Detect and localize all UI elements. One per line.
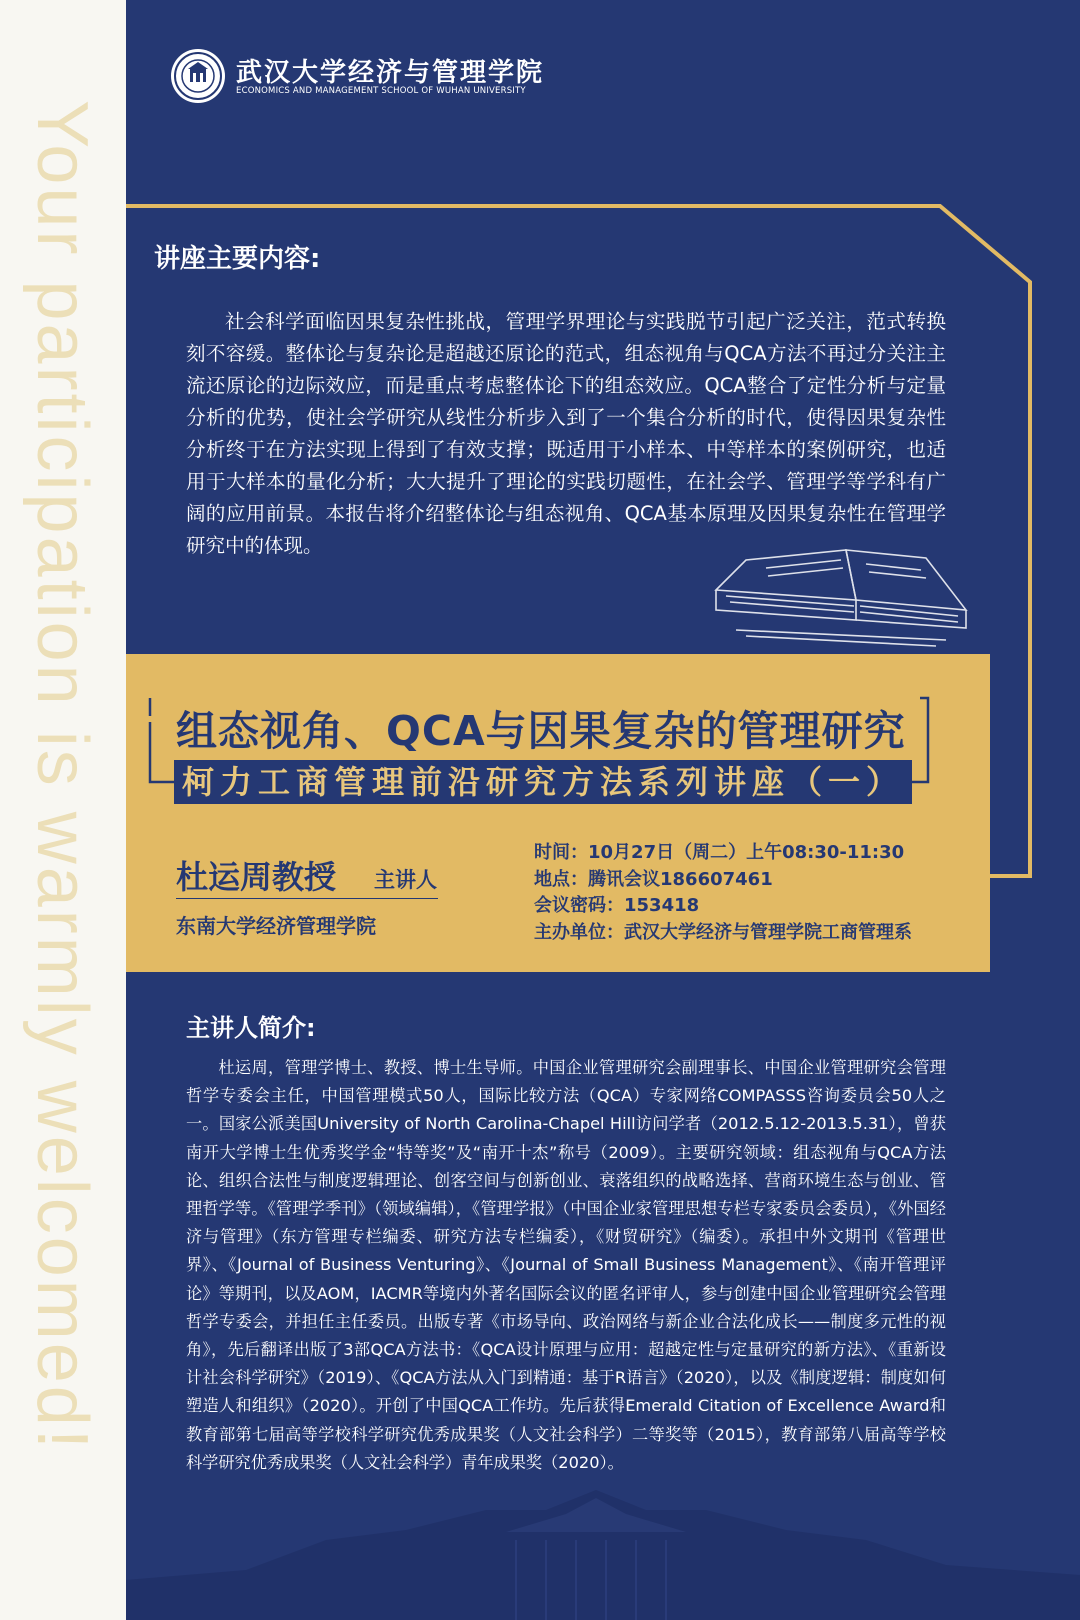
speaker-underline (176, 898, 438, 899)
event-organizer: 主办单位：武汉大学经济与管理学院工商管理系 (534, 921, 912, 943)
event-info (534, 840, 954, 946)
speaker-name: 杜运周教授 (176, 858, 337, 896)
poster (126, 0, 1080, 1620)
left-strip (0, 0, 126, 1620)
speaker-role: 主讲人 (374, 868, 437, 892)
open-book-icon (706, 540, 976, 650)
welcome-vertical-text: Your participation is warmly welcomed! (22, 100, 102, 1452)
university-seal-icon (170, 48, 226, 104)
header (170, 48, 690, 108)
university-name-en: ECONOMICS AND MANAGEMENT SCHOOL OF WUHAN UNIVERSITY (236, 86, 526, 96)
event-location: 地点：腾讯会议186607461 (534, 868, 773, 890)
bio-body: 杜运周，管理学博士、教授、博士生导师。中国企业管理研究会副理事长、中国企业管理研究会管理哲学专委会主任，中国管理模式50人，国际比较方法（QCA）专家网络COMPASSS咨询委员会50人之一。国家公派美国University of North Carolina-Chapel Hill访问学者（2012.5.12-2013.5.31），曾获南开大学博士生优秀奖学金“特等奖”及“南开十杰”称号（2009）。主要研究领域：组态视角与QCA方法论、组织合法性与制度逻辑理论、创客空间与创新创业、衰落组织的战略选择、营商环境生态与创业、管理哲学等。《管理学季刊》（领域编辑），《管理学报》（中国企业家管理思想专栏专家委员会委员），《外国经济与管理》（东方管理专栏编委、研究方法专栏编委），《财贸研究》（编委）。承担中外文期刊《管理世界》、《Journal of Business Venturing》、《Journal of Small Business Management》、《南开管理评论》等期刊，以及AOM，IACMR等境内外著名国际会议的匿名评审人，参与创建中国企业管理研究会管理哲学专委会，并担任主任委员。出版专著《市场导向、政治网络与新企业合法化成长——制度多元性的视角》，先后翻译出版了3部QCA方法书：《QCA设计原理与应用：超越定性与定量研究的新方法》、《重新设计社会科学研究》（2019）、《QCA方法从入门到精通：基于R语言》（2020），以及《制度逻辑：制度如何塑造人和组织》（2020）。开创了中国QCA工作坊。先后获得Emerald Citation of Excellence Award和教育部第七届高等学校科学研究优秀成果奖（人文社会科学）二等奖等（2015），教育部第八届高等学校科学研究优秀成果奖（人文社会科学）青年成果奖（2020）。 (186, 1058, 946, 1472)
university-name-cn: 武汉大学经济与管理学院 (236, 58, 545, 88)
event-password: 会议密码：153418 (534, 895, 700, 916)
event-time: 时间：10月27日（周二）上午08:30-11:30 (534, 842, 905, 863)
lecture-series: 柯力工商管理前沿研究方法系列讲座（一） (174, 760, 912, 804)
title-band (126, 654, 990, 972)
campus-silhouette (126, 1470, 1080, 1620)
content-heading: 讲座主要内容: (154, 244, 321, 274)
bio-heading: 主讲人简介: (186, 1014, 316, 1042)
lecture-title: 组态视角、QCA与因果复杂的管理研究 (176, 707, 906, 755)
content-body: 社会科学面临因果复杂性挑战，管理学界理论与实践脱节引起广泛关注，范式转换刻不容缓。整体论与复杂论是超越还原论的范式，组态视角与QCA方法不再过分关注主流还原论的边际效应，而是重点考虑整体论下的组态效应。QCA整合了定性分析与定量分析的优势，使社会学研究从线性分析步入到了一个集合分析的时代，使得因果复杂性分析终于在方法实现上得到了有效支撑；既适用于小样本、中等样本的案例研究，也适用于大样本的量化分析；大大提升了理论的实践切题性，在社会学、管理学等学科有广阔的应用前景。本报告将介绍整体论与组态视角、QCA基本原理及因果复杂性在管理学研究中的体现。 (186, 310, 946, 557)
speaker-affiliation: 东南大学经济管理学院 (176, 914, 376, 938)
